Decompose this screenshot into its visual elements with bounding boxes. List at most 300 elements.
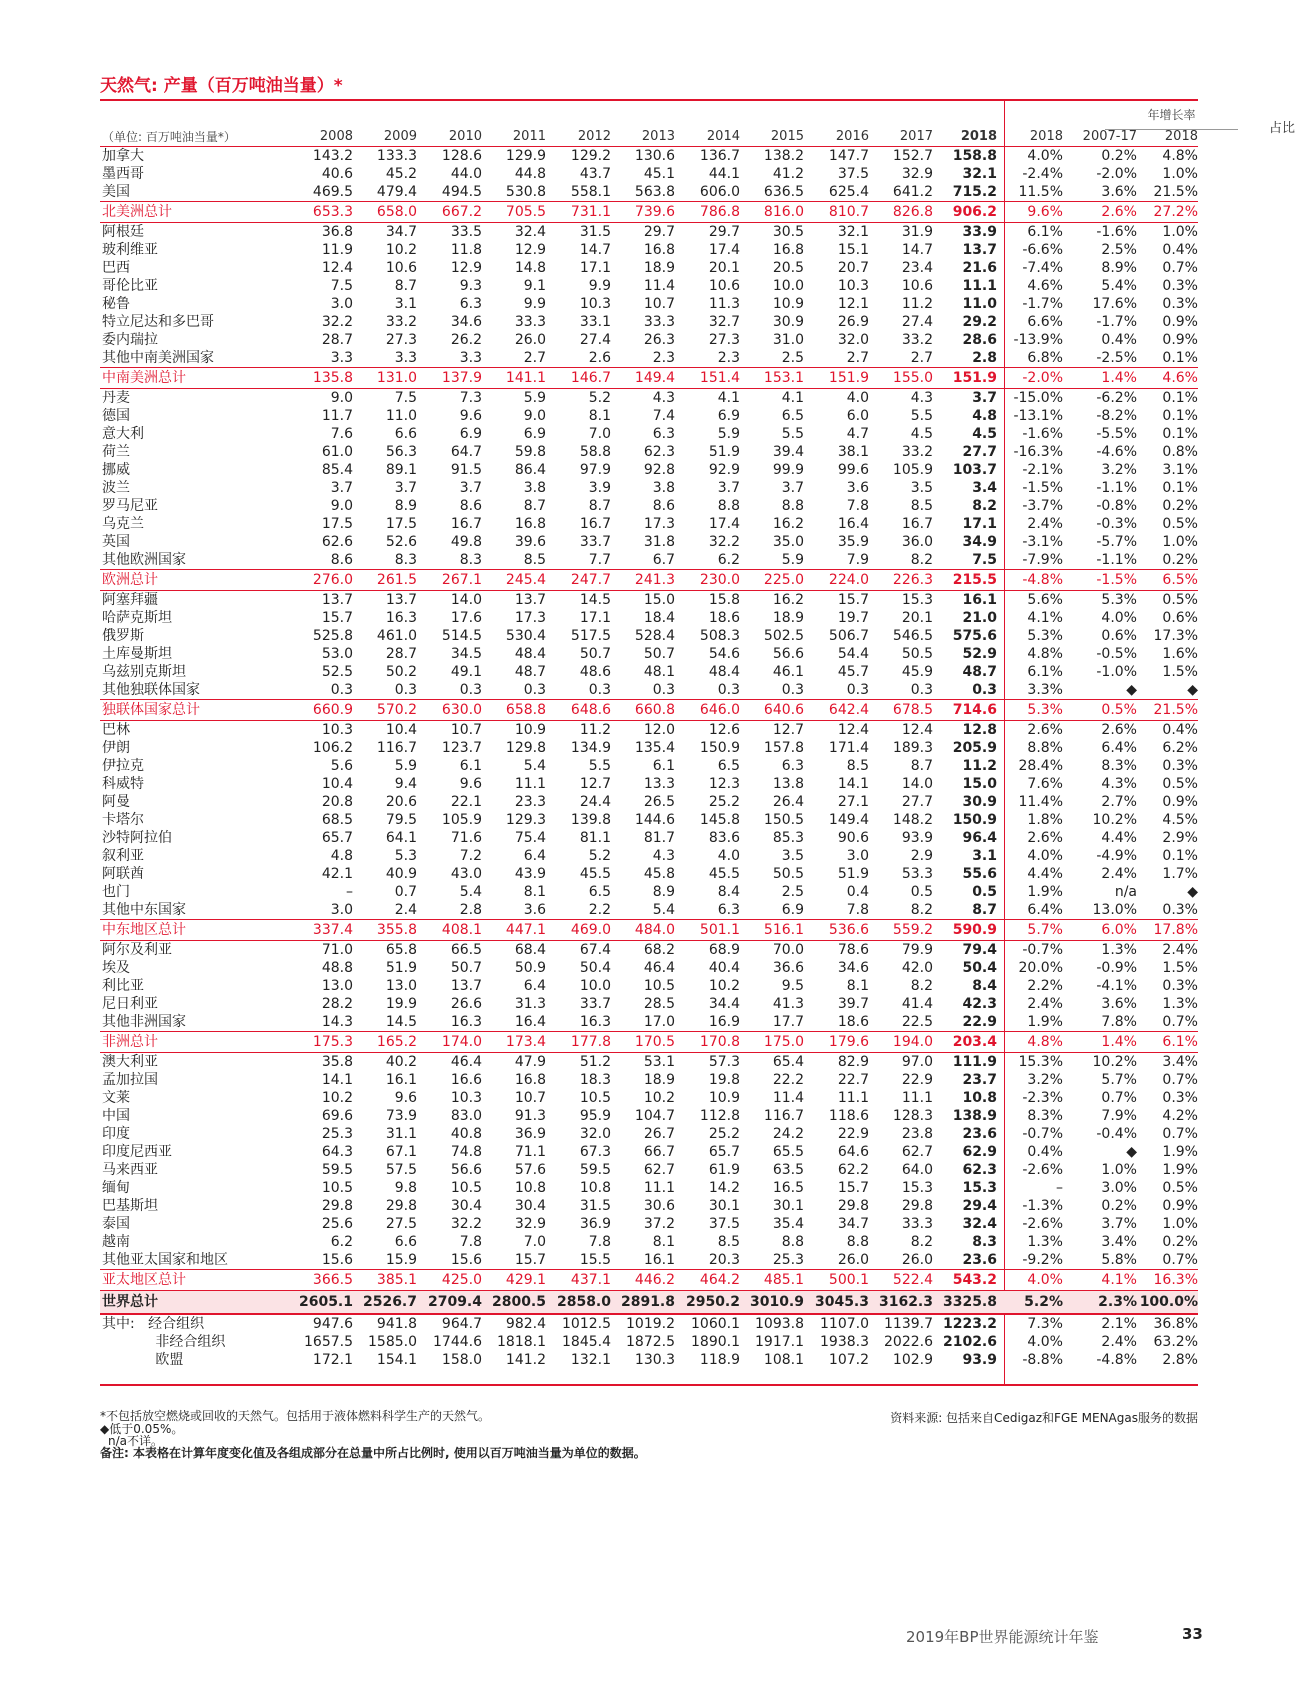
cell: 50.5 [901, 646, 933, 662]
row-label: 阿塞拜疆 [102, 592, 158, 608]
cell: 4.5 [972, 426, 997, 442]
cell: -1.1% [1096, 552, 1137, 568]
cell: 16.1 [962, 592, 997, 608]
cell: 6.6 [394, 1234, 417, 1250]
cell: 10.3 [579, 296, 611, 312]
cell: 1917.1 [755, 1334, 804, 1350]
cell: 4.0% [1101, 610, 1137, 626]
cell: 337.4 [312, 922, 353, 938]
cell: 1938.3 [820, 1334, 869, 1350]
cell: 4.0% [1027, 1334, 1063, 1350]
cell: 151.9 [828, 370, 869, 386]
cell: 10.2 [708, 978, 740, 994]
cell: -15.0% [1013, 390, 1063, 406]
row-label: 英国 [102, 534, 130, 550]
cell: 50.4 [579, 960, 611, 976]
cell: 5.4 [459, 884, 482, 900]
cell: 31.1 [385, 1126, 417, 1142]
cell: 62.7 [643, 1162, 675, 1178]
cell: 530.4 [505, 628, 546, 644]
cell: 22.1 [450, 794, 482, 810]
table-row [100, 645, 1198, 663]
cell: 4.2% [1162, 1108, 1198, 1124]
cell: 2.9 [910, 848, 933, 864]
table-row [100, 183, 1198, 201]
cell: -1.1% [1096, 480, 1137, 496]
cell: 14.8 [514, 260, 546, 276]
cell: 118.9 [699, 1352, 740, 1368]
row-label: 丹麦 [102, 390, 130, 406]
cell: 461.0 [376, 628, 417, 644]
cell: -4.9% [1096, 848, 1137, 864]
cell: 170.5 [634, 1034, 675, 1050]
cell: 12.1 [837, 296, 869, 312]
cell: 33.1 [579, 314, 611, 330]
cell: 73.9 [385, 1108, 417, 1124]
cell: -3.1% [1022, 534, 1063, 550]
cell: 45.2 [385, 166, 417, 182]
cell: 16.1 [643, 1252, 675, 1268]
row-label: 秘鲁 [102, 296, 130, 312]
cell: 65.4 [772, 1054, 804, 1070]
cell: 21.5% [1153, 702, 1198, 718]
cell: -1.6% [1096, 224, 1137, 240]
cell: 225.0 [763, 572, 804, 588]
cell: 1.6% [1162, 646, 1198, 662]
cell: 22.9 [962, 1014, 997, 1030]
cell: 10.5 [643, 978, 675, 994]
cell: 0.1% [1162, 480, 1198, 496]
cell: 12.8 [962, 722, 997, 738]
cell: 3.7% [1101, 1216, 1137, 1232]
cell: 1.9% [1162, 1162, 1198, 1178]
cell: 3.9 [588, 480, 611, 496]
cell: 7.9 [846, 552, 869, 568]
cell: 32.2 [450, 1216, 482, 1232]
cell: 44.8 [514, 166, 546, 182]
cell: 3.2% [1101, 462, 1137, 478]
cell: 2.6% [1027, 722, 1063, 738]
row-label: 加拿大 [102, 148, 144, 164]
cell: 31.8 [643, 534, 675, 550]
cell: 7.4 [652, 408, 675, 424]
cell: 9.5 [781, 978, 804, 994]
cell: 15.0 [962, 776, 997, 792]
cell: 0.3% [1162, 296, 1198, 312]
cell: 99.9 [772, 462, 804, 478]
cell: 3162.3 [878, 1294, 933, 1310]
cell: 0.3 [781, 682, 804, 698]
table-row [100, 941, 1198, 959]
cell: -1.3% [1022, 1198, 1063, 1214]
cell: 7.5 [330, 278, 353, 294]
cell: 8.3% [1027, 1108, 1063, 1124]
cell: 3.0 [330, 296, 353, 312]
cell: 1.3% [1027, 1234, 1063, 1250]
row-label: 墨西哥 [102, 166, 144, 182]
cell: 0.3 [717, 682, 740, 698]
cell: 500.1 [828, 1272, 869, 1288]
cell: 52.9 [962, 646, 997, 662]
row-label: 德国 [102, 408, 130, 424]
cell: 261.5 [376, 572, 417, 588]
cell: 4.3 [910, 390, 933, 406]
cell: 731.1 [570, 204, 611, 220]
cell: 36.9 [579, 1216, 611, 1232]
row-label: 也门 [102, 884, 130, 900]
cell: 30.6 [643, 1198, 675, 1214]
cell: 44.0 [450, 166, 482, 182]
cell: 27.3 [708, 332, 740, 348]
cell: 25.6 [321, 1216, 353, 1232]
cell: 35.0 [772, 534, 804, 550]
cell: 20.5 [772, 260, 804, 276]
cell: 3.4% [1162, 1054, 1198, 1070]
cell: 48.6 [579, 664, 611, 680]
cell: -13.1% [1013, 408, 1063, 424]
cell: 57.3 [708, 1054, 740, 1070]
cell: – [1056, 1180, 1063, 1196]
cell: 16.7 [450, 516, 482, 532]
cell: 34.4 [708, 996, 740, 1012]
cell: 30.4 [450, 1198, 482, 1214]
cell: 23.6 [962, 1126, 997, 1142]
cell: -4.8% [1096, 1352, 1137, 1368]
cell: 1585.0 [368, 1334, 417, 1350]
cell: 3.6% [1101, 184, 1137, 200]
row-label: 利比亚 [102, 978, 144, 994]
cell: 26.6 [450, 996, 482, 1012]
cell: 1.3% [1101, 942, 1137, 958]
cell: 2022.6 [884, 1334, 933, 1350]
cell: 18.9 [643, 1072, 675, 1088]
cell: 51.9 [385, 960, 417, 976]
cell: 48.4 [514, 646, 546, 662]
cell: 42.0 [901, 960, 933, 976]
cell: 625.4 [828, 184, 869, 200]
cell: 13.3 [643, 776, 675, 792]
cell: -1.5% [1096, 572, 1137, 588]
cell: 50.7 [643, 646, 675, 662]
cell: 4.7 [846, 426, 869, 442]
cell: 57.6 [514, 1162, 546, 1178]
cell: 3045.3 [814, 1294, 869, 1310]
cell: 7.9% [1101, 1108, 1137, 1124]
cell: 33.3 [514, 314, 546, 330]
cell: 1872.5 [626, 1334, 675, 1350]
cell: 563.8 [634, 184, 675, 200]
cell: 64.0 [901, 1162, 933, 1178]
cell: 147.7 [828, 148, 869, 164]
cell: 29.2 [962, 314, 997, 330]
cell: 640.6 [763, 702, 804, 718]
cell: 35.9 [837, 534, 869, 550]
cell: 148.2 [892, 812, 933, 828]
cell: 3.6 [523, 902, 546, 918]
cell: 4.0% [1027, 148, 1063, 164]
cell: 65.8 [385, 942, 417, 958]
cell: 10.8 [514, 1180, 546, 1196]
row-label: 卡塔尔 [102, 812, 144, 828]
year-header: 2009 [383, 129, 417, 144]
cell: 26.7 [643, 1126, 675, 1142]
cell: 135.4 [634, 740, 675, 756]
cell: 3.7 [394, 480, 417, 496]
cell: 6.5 [717, 758, 740, 774]
cell: 40.2 [385, 1054, 417, 1070]
cell: 947.6 [312, 1316, 353, 1332]
cell: 5.4 [652, 902, 675, 918]
cell: 17.0 [643, 1014, 675, 1030]
cell: 85.3 [772, 830, 804, 846]
cell: ◆ [1126, 682, 1137, 698]
cell: 0.2% [1162, 498, 1198, 514]
cell: 48.4 [708, 664, 740, 680]
cell: 29.8 [901, 1198, 933, 1214]
cell: 11.1 [643, 1180, 675, 1196]
cell: 50.7 [579, 646, 611, 662]
cell: 83.0 [450, 1108, 482, 1124]
cell: 0.7% [1162, 260, 1198, 276]
cell: 6.5 [588, 884, 611, 900]
cell: 10.3 [450, 1090, 482, 1106]
cell: 9.6 [394, 1090, 417, 1106]
cell: 11.1 [901, 1090, 933, 1106]
table-row [100, 627, 1198, 645]
cell: 31.0 [772, 332, 804, 348]
row-label: 孟加拉国 [102, 1072, 158, 1088]
cell: 66.7 [643, 1144, 675, 1160]
cell: 4.1% [1027, 610, 1063, 626]
cell: 0.3% [1162, 758, 1198, 774]
cell: 0.4 [846, 884, 869, 900]
cell: 7.5 [394, 390, 417, 406]
cell: 1223.2 [942, 1316, 997, 1332]
row-label: 其他亚太国家和地区 [102, 1252, 228, 1268]
cell: 425.0 [441, 1272, 482, 1288]
cell: 29.4 [962, 1198, 997, 1214]
cell: -2.0% [1022, 370, 1063, 386]
table-row [100, 313, 1198, 331]
cell: 1.0% [1101, 1162, 1137, 1178]
cell: 16.2 [772, 516, 804, 532]
cell: 3.5 [781, 848, 804, 864]
cell: 28.7 [321, 332, 353, 348]
cell: 1845.4 [562, 1334, 611, 1350]
cell: 68.9 [708, 942, 740, 958]
cell: -0.3% [1096, 516, 1137, 532]
cell: 10.3 [321, 722, 353, 738]
cell: 0.3 [588, 682, 611, 698]
table-row [100, 461, 1198, 479]
cell: 0.3 [910, 682, 933, 698]
cell: 16.4 [837, 516, 869, 532]
table-row [100, 223, 1198, 241]
cell: 65.7 [708, 1144, 740, 1160]
cell: 50.9 [514, 960, 546, 976]
cell: 62.3 [962, 1162, 997, 1178]
page-title: 天然气: 产量（百万吨油当量）* [100, 76, 343, 96]
cell: 5.9 [394, 758, 417, 774]
row-label: 巴西 [102, 260, 130, 276]
cell: 118.6 [828, 1108, 869, 1124]
cell: -5.5% [1096, 426, 1137, 442]
row-label: 其他独联体国家 [102, 682, 200, 698]
table-header [100, 101, 1295, 147]
cell: 11.2 [962, 758, 997, 774]
cell: 132.1 [570, 1352, 611, 1368]
cell: 23.3 [514, 794, 546, 810]
cell: 366.5 [312, 1272, 353, 1288]
world-total-row [100, 1291, 1198, 1315]
cell: 33.3 [643, 314, 675, 330]
cell: 128.3 [892, 1108, 933, 1124]
cell: 1060.1 [691, 1316, 740, 1332]
cell: 8.7 [394, 278, 417, 294]
cell: 479.4 [376, 184, 417, 200]
cell: 11.2 [901, 296, 933, 312]
cell: 1.0% [1162, 534, 1198, 550]
row-label: 其中: 经合组织 [102, 1316, 205, 1332]
footnote-4: 备注: 本表格在计算年度变化值及各组成部分在总量中所占比例时, 使用以百万吨油当量为单位的数据。 [100, 1446, 646, 1460]
cell: 37.2 [643, 1216, 675, 1232]
cell: 13.7 [321, 592, 353, 608]
cell: 32.2 [708, 534, 740, 550]
year-header: 2010 [448, 129, 482, 144]
cell: 15.3 [901, 1180, 933, 1196]
cell: 92.8 [643, 462, 675, 478]
cell: 27.4 [579, 332, 611, 348]
cell: 485.1 [763, 1272, 804, 1288]
cell: 2950.2 [685, 1294, 740, 1310]
cell: 12.4 [901, 722, 933, 738]
cell: 52.6 [385, 534, 417, 550]
cell: 46.4 [643, 960, 675, 976]
cell: 13.7 [450, 978, 482, 994]
cell: 2709.4 [427, 1294, 482, 1310]
cell: 9.6 [459, 776, 482, 792]
cell: 630.0 [441, 702, 482, 718]
cell: 590.9 [952, 922, 997, 938]
cell: 16.8 [643, 242, 675, 258]
cell: 5.3% [1027, 628, 1063, 644]
year-header: 2008 [319, 129, 353, 144]
cell: 2605.1 [298, 1294, 353, 1310]
table-row [100, 479, 1198, 497]
cell: 6.0% [1101, 922, 1137, 938]
cell: 6.2% [1162, 740, 1198, 756]
cell: 215.5 [952, 572, 997, 588]
cell: 10.6 [901, 278, 933, 294]
row-label: 印度尼西亚 [102, 1144, 172, 1160]
production-table [100, 147, 1198, 1369]
cell: 667.2 [441, 204, 482, 220]
cell: 0.7 [394, 884, 417, 900]
row-label: 巴林 [102, 722, 130, 738]
cell: 5.3% [1101, 592, 1137, 608]
table-row [100, 407, 1198, 425]
cell: 660.8 [634, 702, 675, 718]
cell: 44.1 [708, 166, 740, 182]
cell: 0.9% [1162, 794, 1198, 810]
year-header: 2013 [641, 129, 675, 144]
cell: 17.4 [708, 242, 740, 258]
cell: 45.7 [837, 664, 869, 680]
cell: 6.3 [717, 902, 740, 918]
cell: 3.3 [394, 350, 417, 366]
cell: 9.3 [459, 278, 482, 294]
cell: -2.5% [1096, 350, 1137, 366]
cell: 447.1 [505, 922, 546, 938]
table-row [100, 259, 1198, 277]
cell: 559.2 [892, 922, 933, 938]
cell: 32.7 [708, 314, 740, 330]
cell: 506.7 [828, 628, 869, 644]
row-label: 世界总计 [102, 1294, 158, 1310]
cell: 135.8 [312, 370, 353, 386]
row-label: 哥伦比亚 [102, 278, 158, 294]
cell: 24.2 [772, 1126, 804, 1142]
cell: 129.8 [505, 740, 546, 756]
cell: 36.0 [901, 534, 933, 550]
cell: 1.4% [1101, 1034, 1137, 1050]
cell: 194.0 [892, 1034, 933, 1050]
cell: -9.2% [1022, 1252, 1063, 1268]
cell: 4.5 [910, 426, 933, 442]
table-row [100, 551, 1198, 569]
cell: 5.7% [1101, 1072, 1137, 1088]
cell: 6.4 [523, 848, 546, 864]
cell: 56.6 [772, 646, 804, 662]
cell: 20.3 [708, 1252, 740, 1268]
cell: 5.9 [717, 426, 740, 442]
cell: 33.9 [962, 224, 997, 240]
cell: 33.7 [579, 534, 611, 550]
cell: 16.1 [385, 1072, 417, 1088]
cell: 45.5 [708, 866, 740, 882]
cell: 714.6 [952, 702, 997, 718]
row-label: 欧盟 [102, 1352, 184, 1368]
cell: 2.8% [1162, 1352, 1198, 1368]
table-row [100, 1125, 1198, 1143]
cell: 27.7 [962, 444, 997, 460]
cell: 143.2 [312, 148, 353, 164]
cell: 10.9 [772, 296, 804, 312]
cell: 2.3% [1098, 1294, 1137, 1310]
cell: -1.6% [1022, 426, 1063, 442]
cell: 6.3 [652, 426, 675, 442]
cell: 12.3 [708, 776, 740, 792]
row-label: 印度 [102, 1126, 130, 1142]
row-label: 非经合组织 [102, 1334, 226, 1350]
cell: 12.7 [772, 722, 804, 738]
cell: 11.4% [1018, 794, 1063, 810]
cell: 4.6% [1162, 370, 1198, 386]
cell: 56.6 [450, 1162, 482, 1178]
cell: 173.4 [505, 1034, 546, 1050]
cell: 17.5 [385, 516, 417, 532]
cell: 50.7 [450, 960, 482, 976]
cell: 17.1 [962, 516, 997, 532]
cell: 27.7 [901, 794, 933, 810]
table-row [100, 829, 1198, 847]
cell: 653.3 [312, 204, 353, 220]
cell: 6.2 [330, 1234, 353, 1250]
cell: 429.1 [505, 1272, 546, 1288]
cell: 14.1 [321, 1072, 353, 1088]
cell: 157.8 [763, 740, 804, 756]
cell: 8.4 [717, 884, 740, 900]
